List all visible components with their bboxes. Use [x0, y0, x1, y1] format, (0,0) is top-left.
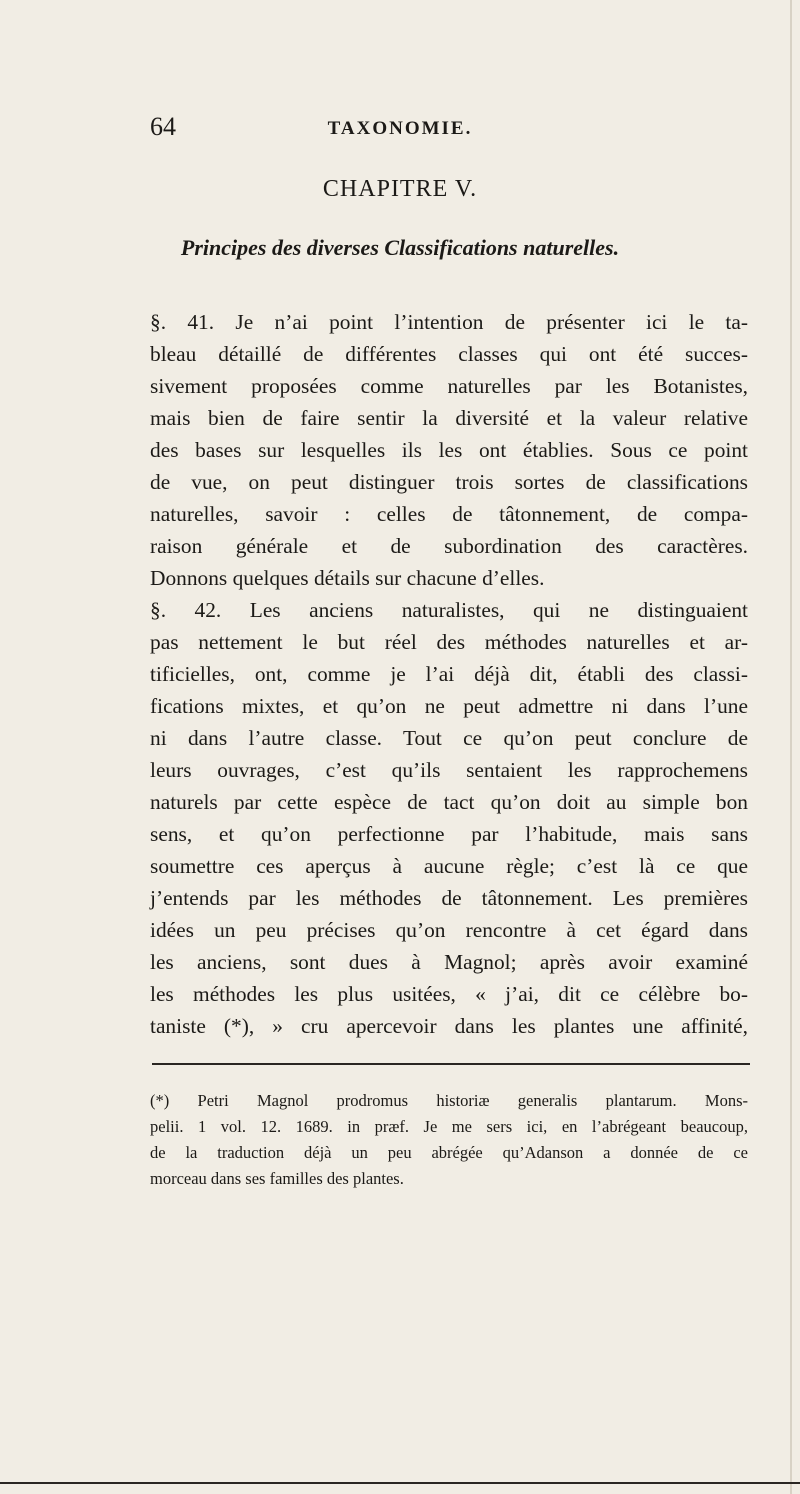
body-line: des bases sur lesquelles ils les ont établies. Sous ce point [150, 438, 748, 462]
body-line: mais bien de faire sentir la diversité et la valeur relative [150, 406, 748, 430]
page-number: 64 [150, 112, 176, 141]
body-line: §. 42. Les anciens naturalistes, qui ne distinguaient [150, 598, 748, 622]
body-line: sens, et qu’on perfectionne par l’habitude, mais sans [150, 822, 748, 846]
footnote [150, 1088, 748, 1192]
page-header [0, 112, 800, 146]
body-line: raison générale et de subordination des caractères. [150, 534, 748, 558]
chapter-title: CHAPITRE V. [322, 176, 478, 202]
body-line: les anciens, sont dues à Magnol; après avoir examiné [150, 950, 748, 974]
body-line: les méthodes les plus usitées, « j’ai, dit ce célèbre bo- [150, 982, 748, 1006]
body-line: Donnons quelques détails sur chacune d’elles. [150, 566, 545, 590]
footnote-line: de la traduction déjà un peu abrégée qu’Adanson a donnée de ce [150, 1143, 748, 1162]
body-line: j’entends par les méthodes de tâtonnement. Les premières [150, 886, 748, 910]
body-line: sivement proposées comme naturelles par les Botanistes, [150, 374, 748, 398]
bottom-rule [0, 1482, 800, 1484]
body-text [150, 306, 748, 1042]
footnote-line: (*) Petri Magnol prodromus historiæ generalis plantarum. Mons- [150, 1091, 748, 1110]
body-line: de vue, on peut distinguer trois sortes de classifications [150, 470, 748, 494]
body-line: ni dans l’autre classe. Tout ce qu’on peut conclure de [150, 726, 748, 750]
footnote-line: pelii. 1 vol. 12. 1689. in præf. Je me sers ici, en l’abrégeant beaucoup, [150, 1117, 748, 1136]
footnote-line: morceau dans ses familles des plantes. [150, 1169, 404, 1188]
chapter-subtitle: Principes des diverses Classifications naturelles. [180, 235, 620, 260]
body-line: idées un peu précises qu’on rencontre à cet égard dans [150, 918, 748, 942]
body-line: leurs ouvrages, c’est qu’ils sentaient les rapprochemens [150, 758, 748, 782]
page-edge [790, 0, 792, 1494]
body-line: naturelles, savoir : celles de tâtonnement, de compa- [150, 502, 748, 526]
body-line: bleau détaillé de différentes classes qui ont été succes- [150, 342, 748, 366]
body-line: pas nettement le but réel des méthodes naturelles et ar- [150, 630, 748, 654]
body-line: taniste (*), » cru apercevoir dans les plantes une affinité, [150, 1014, 748, 1038]
footnote-separator [152, 1063, 750, 1065]
body-line: fications mixtes, et qu’on ne peut admettre ni dans l’une [150, 694, 748, 718]
body-line: tificielles, ont, comme je l’ai déjà dit, établi des classi- [150, 662, 748, 686]
body-line: naturels par cette espèce de tact qu’on doit au simple bon [150, 790, 748, 814]
running-title: TAXONOMIE. [327, 118, 473, 139]
body-line: soumettre ces aperçus à aucune règle; c’est là ce que [150, 854, 748, 878]
body-line: §. 41. Je n’ai point l’intention de présenter ici le ta- [150, 310, 748, 334]
